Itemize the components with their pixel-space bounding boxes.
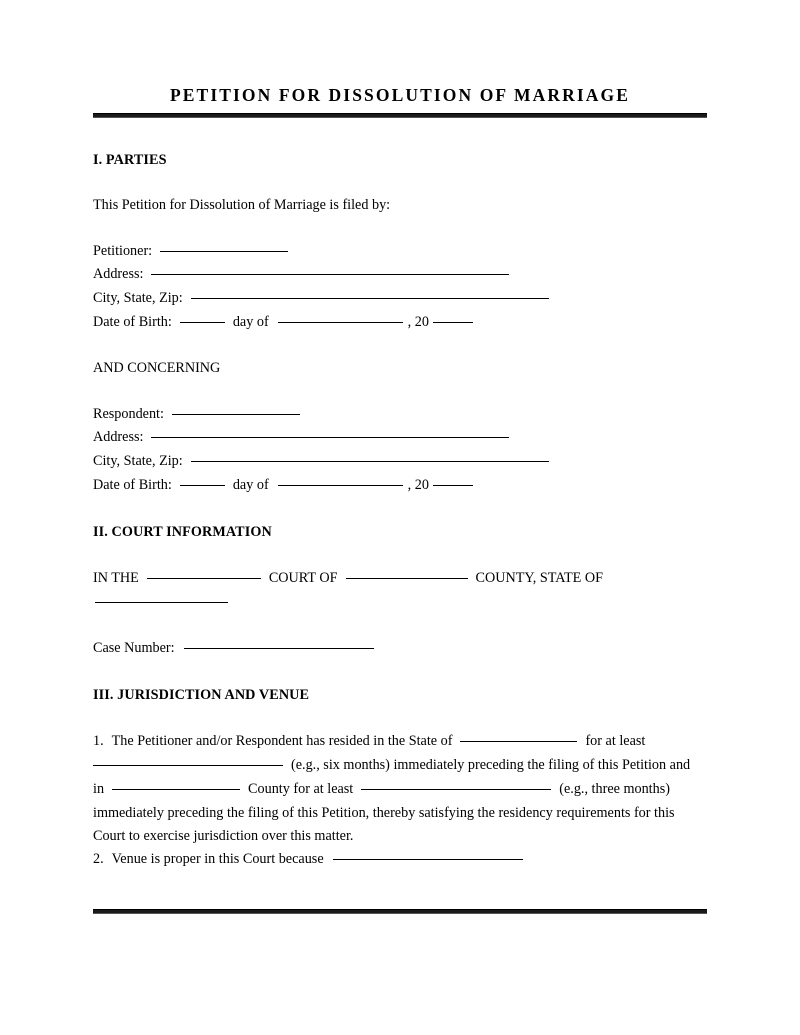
- case-number-label: Case Number:: [93, 640, 175, 656]
- residency-state-duration-blank[interactable]: [93, 755, 283, 769]
- petitioner-dob-month-blank[interactable]: [278, 312, 403, 326]
- jurisdiction-item2-line: [93, 848, 523, 872]
- court-venue-row: [93, 567, 603, 591]
- petitioner-citystatezip-row: [93, 287, 549, 311]
- petitioner-dob-year-prefix: , 20: [407, 314, 429, 330]
- petitioner-address-label: Address:: [93, 266, 144, 282]
- court-of-label: COURT OF: [268, 570, 338, 586]
- petitioner-address-blank[interactable]: [151, 264, 509, 278]
- county-state-of-label: COUNTY, STATE OF: [475, 570, 603, 586]
- parties-intro-text: This Petition for Dissolution of Marriage is filed by:: [93, 197, 391, 213]
- jurisdiction-item1-line1: [93, 730, 645, 754]
- respondent-address-label: Address:: [93, 429, 144, 445]
- court-state-row: [95, 591, 228, 615]
- petitioner-dob-year-blank[interactable]: [433, 312, 473, 326]
- respondent-name-row: [93, 403, 300, 427]
- case-number-row: [93, 637, 374, 661]
- section-heading-jurisdiction-venue: III. JURISDICTION AND VENUE: [93, 687, 310, 703]
- page-title: PETITION FOR DISSOLUTION OF MARRIAGE: [169, 85, 630, 105]
- petitioner-address-row: [93, 263, 509, 287]
- petitioner-name-blank[interactable]: [160, 241, 288, 255]
- respondent-dob-year-blank[interactable]: [433, 475, 473, 489]
- residency-state-blank[interactable]: [460, 731, 577, 745]
- jurisdiction-item1-text-a: The Petitioner and/or Respondent has resided in the State of: [111, 733, 453, 749]
- section-heading-parties: I. PARTIES: [93, 152, 167, 168]
- and-concerning-label: AND CONCERNING: [93, 360, 221, 376]
- jurisdiction-item1-number: 1.: [93, 733, 104, 749]
- county-name-blank[interactable]: [346, 568, 468, 582]
- jurisdiction-item1-text-f: (e.g., three months): [559, 781, 670, 797]
- jurisdiction-item1-line4: immediately preceding the filing of this Petition, thereby satisfying the residency requirements for this: [93, 805, 675, 821]
- petitioner-dob-label: Date of Birth:: [93, 314, 172, 330]
- jurisdiction-item2-text: Venue is proper in this Court because: [111, 851, 324, 867]
- jurisdiction-item1-text-c: (e.g., six months) immediately preceding the filing of this Petition and: [291, 757, 691, 773]
- petitioner-dob-row: [93, 311, 473, 335]
- jurisdiction-item1-line2: [93, 754, 690, 778]
- respondent-citystatezip-label: City, State, Zip:: [93, 453, 183, 469]
- petitioner-name-row: [93, 240, 288, 264]
- respondent-dob-day-blank[interactable]: [180, 475, 225, 489]
- jurisdiction-item1-line3: [93, 778, 670, 802]
- state-name-blank[interactable]: [95, 592, 228, 606]
- jurisdiction-item1-text-d: in: [93, 781, 105, 797]
- petitioner-citystatezip-blank[interactable]: [191, 288, 549, 302]
- petitioner-name-label: Petitioner:: [93, 243, 153, 259]
- respondent-citystatezip-blank[interactable]: [191, 451, 549, 465]
- respondent-name-label: Respondent:: [93, 406, 164, 422]
- petitioner-dob-dayof-label: day of: [232, 314, 269, 330]
- petitioner-dob-day-blank[interactable]: [180, 312, 225, 326]
- jurisdiction-item1-text-b: for at least: [585, 733, 646, 749]
- respondent-citystatezip-row: [93, 450, 549, 474]
- title-divider-rule: [93, 113, 707, 118]
- jurisdiction-item1-text-e: County for at least: [248, 781, 354, 797]
- footer-divider-rule: [93, 909, 707, 914]
- respondent-dob-dayof-label: day of: [232, 477, 269, 493]
- respondent-address-blank[interactable]: [151, 427, 509, 441]
- respondent-dob-month-blank[interactable]: [278, 475, 403, 489]
- jurisdiction-item1-line5: Court to exercise jurisdiction over this matter.: [93, 828, 354, 844]
- section-heading-court-information: II. COURT INFORMATION: [93, 524, 272, 540]
- respondent-dob-row: [93, 474, 473, 498]
- in-the-label: IN THE: [93, 570, 139, 586]
- court-name-blank[interactable]: [147, 568, 261, 582]
- respondent-name-blank[interactable]: [172, 404, 300, 418]
- residency-county-duration-blank[interactable]: [361, 779, 551, 793]
- respondent-dob-label: Date of Birth:: [93, 477, 172, 493]
- respondent-address-row: [93, 426, 509, 450]
- case-number-blank[interactable]: [184, 638, 374, 652]
- respondent-dob-year-prefix: , 20: [407, 477, 429, 493]
- jurisdiction-item2-number: 2.: [93, 851, 104, 867]
- venue-reason-blank[interactable]: [333, 849, 523, 863]
- residency-county-blank[interactable]: [112, 779, 240, 793]
- petitioner-citystatezip-label: City, State, Zip:: [93, 290, 183, 306]
